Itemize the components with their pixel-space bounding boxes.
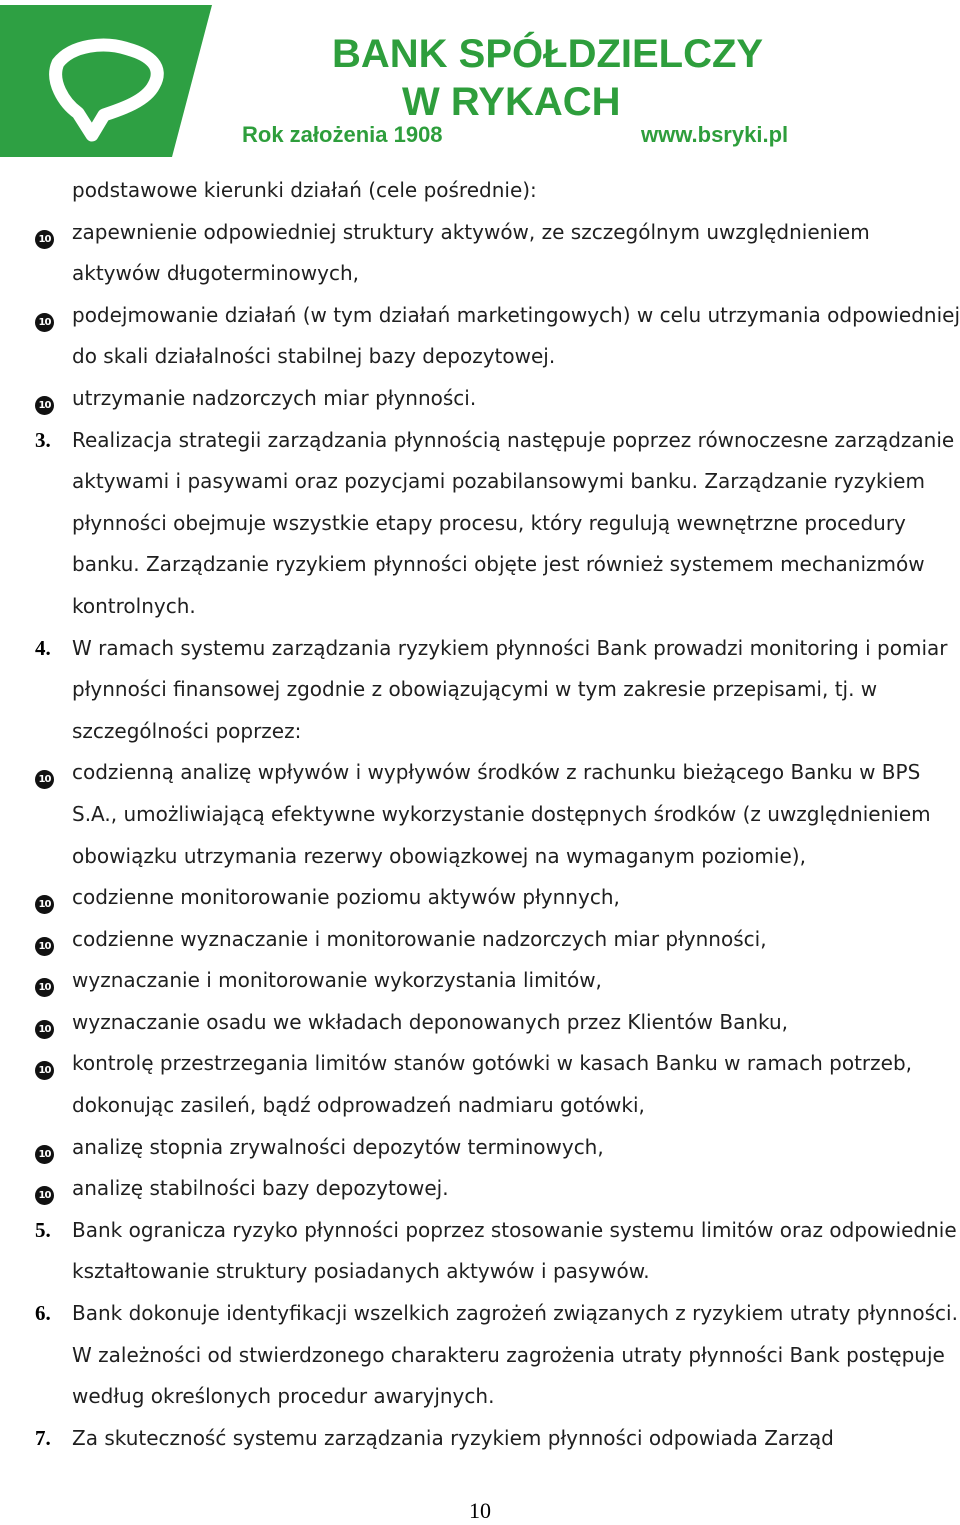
- paragraph: [0, 877, 960, 919]
- paragraph: [0, 1127, 960, 1169]
- paragraph-text: zapewnienie odpowiedniej struktury aktywów, ze szczególnym uwzględnieniem aktywów długoterminowych,: [72, 219, 870, 286]
- paragraph-text: codzienne wyznaczanie i monitorowanie nadzorczych miar płynności,: [72, 926, 767, 951]
- paragraph: [0, 212, 960, 295]
- paragraph-text: podejmowanie działań (w tym działań marketingowych) w celu utrzymania odpowiedniej do skali działalności stabilnej bazy depozytowej.: [72, 302, 960, 369]
- numbered-circle-icon: 10: [35, 1061, 54, 1080]
- list-number-label: 4.: [35, 635, 51, 660]
- bullet-marker: [0, 378, 72, 420]
- numbered-circle-icon: 10: [35, 937, 54, 956]
- paragraph: [0, 1043, 960, 1126]
- paragraph: [0, 919, 960, 961]
- paragraph: [0, 1293, 960, 1418]
- paragraph: [0, 1210, 960, 1293]
- paragraph: [0, 752, 960, 877]
- website-link[interactable]: www.bsryki.pl: [641, 122, 789, 147]
- paragraph-text: codzienną analizę wpływów i wypływów środków z rachunku bieżącego Banku w BPS S.A., umożliwiającą efektywne wykorzystanie dostępnych środków (z uwzględnieniem obowiązku utrzymania rezerwy obowiązkowej na wymaganym poziomie),: [72, 760, 931, 868]
- paragraph: [0, 1418, 960, 1460]
- page-number: 10: [469, 1498, 491, 1523]
- paragraph: [0, 960, 960, 1002]
- founded-year: Rok założenia 1908: [242, 122, 443, 147]
- paragraph-text: Za skuteczność systemu zarządzania ryzykiem płynności odpowiada Zarząd: [72, 1425, 834, 1450]
- list-number: [0, 1210, 72, 1293]
- bank-logo: [0, 5, 212, 157]
- list-number: [0, 1293, 72, 1418]
- paragraph-text: Bank ogranicza ryzyko płynności poprzez stosowanie systemu limitów oraz odpowiednie kształtowanie struktury posiadanych aktywów i pasywów.: [72, 1217, 957, 1284]
- numbered-circle-icon: 10: [35, 1145, 54, 1164]
- bullet-marker: [0, 919, 72, 961]
- list-number: [0, 420, 72, 628]
- list-number-label: 3.: [35, 427, 51, 452]
- paragraph-text: Bank dokonuje identyfikacji wszelkich zagrożeń związanych z ryzykiem utraty płynności. W zależności od stwierdzonego charakteru zagrożenia utraty płynności Bank postępuje według określonych procedur awaryjnych.: [72, 1301, 958, 1409]
- list-number: [0, 628, 72, 753]
- paragraph-text: wyznaczanie i monitorowanie wykorzystania limitów,: [72, 968, 602, 993]
- paragraph: [0, 295, 960, 378]
- paragraph: [0, 1002, 960, 1044]
- paragraph-text: utrzymanie nadzorczych miar płynności.: [72, 385, 477, 410]
- paragraph: [0, 420, 960, 628]
- bullet-marker: [0, 877, 72, 919]
- bullet-marker: [0, 1127, 72, 1169]
- paragraph: [0, 378, 960, 420]
- numbered-circle-icon: 10: [35, 978, 54, 997]
- numbered-circle-icon: 10: [35, 770, 54, 789]
- paragraph-text: wyznaczanie osadu we wkładach deponowanych przez Klientów Banku,: [72, 1009, 789, 1034]
- bullet-marker: [0, 1168, 72, 1210]
- page-header: [0, 0, 960, 165]
- list-number: [0, 1418, 72, 1460]
- numbered-circle-icon: 10: [35, 1020, 54, 1039]
- paragraph-text: codzienne monitorowanie poziomu aktywów płynnych,: [72, 885, 620, 910]
- numbered-circle-icon: 10: [35, 895, 54, 914]
- bullet-marker: [0, 295, 72, 378]
- paragraph: [0, 1168, 960, 1210]
- bank-name-line1: BANK SPÓŁDZIELCZY: [332, 32, 764, 76]
- numbered-circle-icon: 10: [35, 396, 54, 415]
- paragraph-text: Realizacja strategii zarządzania płynnością następuje poprzez równoczesne zarządzanie aktywami i pasywami oraz pozycjami pozabilansowymi banku. Zarządzanie ryzykiem płynności obejmuje wszystkie etapy procesu, który regulują wewnętrzne procedury banku. Zarządzanie ryzykiem płynności objęte jest również systemem mechanizmów kontrolnych.: [72, 427, 955, 618]
- bank-name-line2: W RYKACH: [402, 80, 621, 124]
- paragraph: [0, 628, 960, 753]
- bank-name: [332, 30, 792, 126]
- document-body: [0, 170, 960, 1459]
- bullet-marker: [0, 212, 72, 295]
- numbered-circle-icon: 10: [35, 313, 54, 332]
- paragraph-text: kontrolę przestrzegania limitów stanów gotówki w kasach Banku w ramach potrzeb, dokonując zasileń, bądź odprowadzeń nadmiaru gotówki,: [72, 1051, 912, 1118]
- numbered-circle-icon: 10: [35, 1186, 54, 1205]
- bullet-marker: [0, 1002, 72, 1044]
- list-number-label: 6.: [35, 1301, 51, 1326]
- bullet-marker: [0, 960, 72, 1002]
- bullet-marker: [0, 752, 72, 877]
- numbered-circle-icon: 10: [35, 230, 54, 249]
- bullet-marker: [0, 1043, 72, 1126]
- paragraph-text: analizę stopnia zrywalności depozytów terminowych,: [72, 1134, 604, 1159]
- paragraph-text: podstawowe kierunki działań (cele pośrednie):: [72, 178, 537, 202]
- paragraph: [0, 170, 960, 212]
- list-number-label: 5.: [35, 1217, 51, 1242]
- paragraph-text: analizę stabilności bazy depozytowej.: [72, 1176, 449, 1201]
- list-number-label: 7.: [35, 1425, 51, 1450]
- paragraph-text: W ramach systemu zarządzania ryzykiem płynności Bank prowadzi monitoring i pomiar płynności finansowej zgodnie z obowiązującymi w tym zakresie przepisami, tj. w szczególności poprzez:: [72, 635, 948, 743]
- empty-marker: [0, 170, 72, 212]
